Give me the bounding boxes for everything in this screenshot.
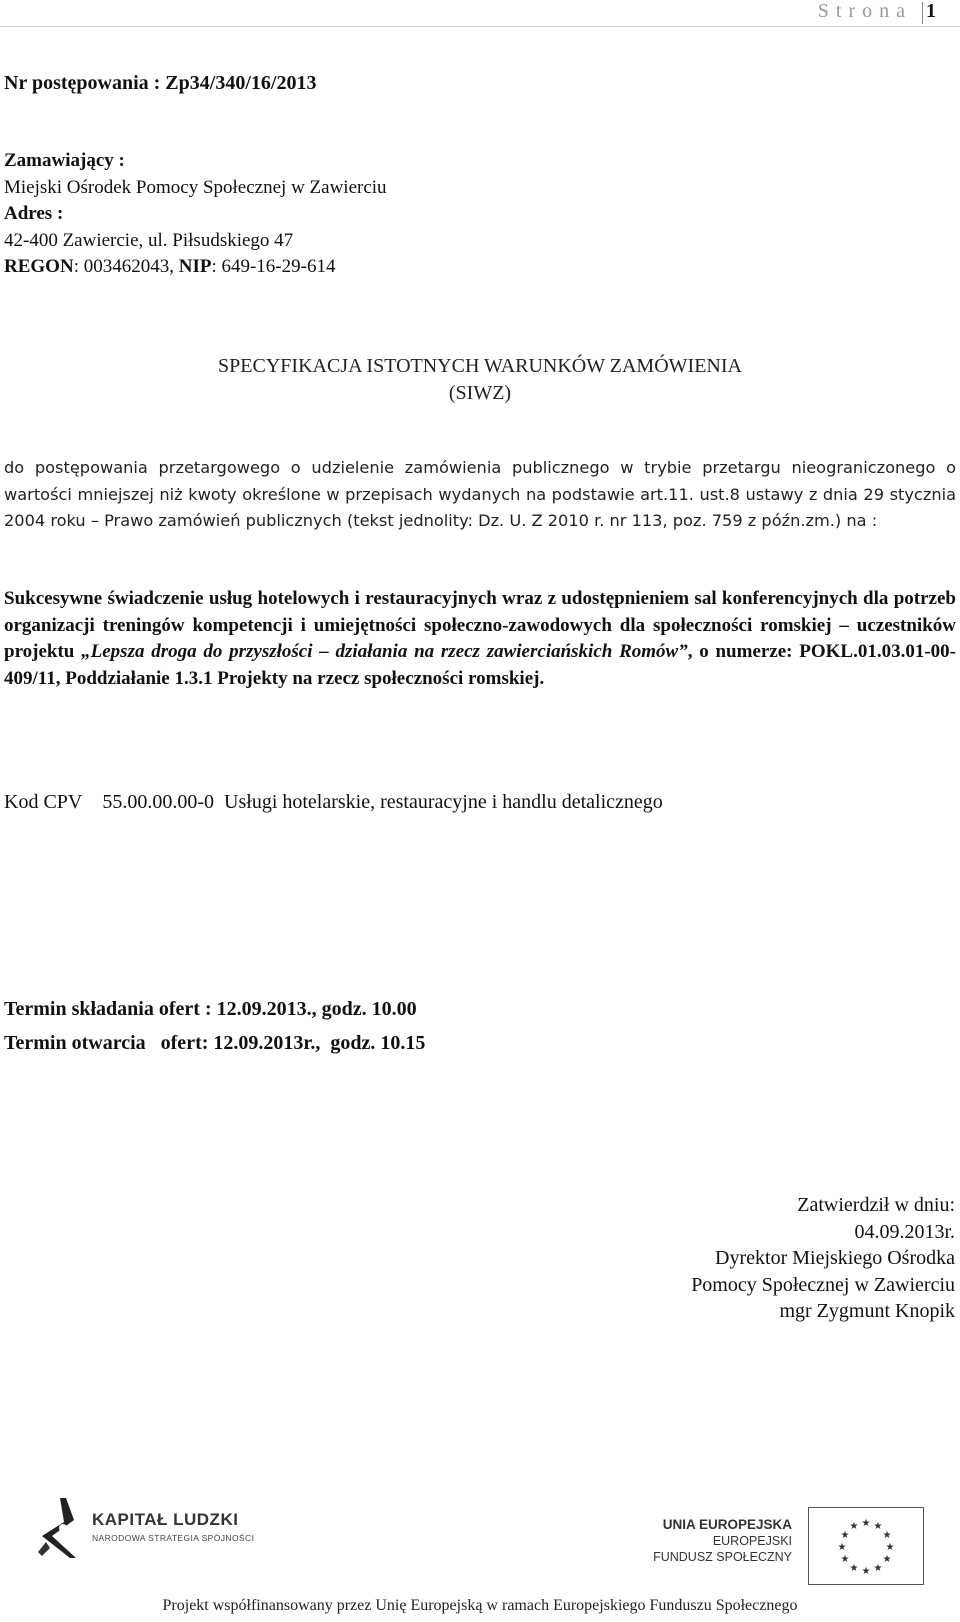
svg-text:★: ★: [873, 1521, 883, 1532]
nip-label: NIP: [178, 256, 212, 277]
title-line-2: (SIWZ): [448, 382, 512, 404]
contracting-name: Miejski Ośrodek Pomocy Społecznej w Zawierciu: [4, 176, 387, 198]
order-subject: [4, 586, 956, 692]
logo-left-title: KAPITAŁ LUDZKI: [92, 1510, 239, 1529]
cpv-line: [4, 789, 663, 816]
svg-text:★: ★: [882, 1530, 892, 1541]
header-divider: [922, 2, 923, 24]
svg-text:★: ★: [840, 1530, 850, 1541]
eu-logo-text: [653, 1516, 792, 1565]
eu-line-1: UNIA EUROPEJSKA: [662, 1517, 792, 1532]
contracting-label: Zamawiający :: [4, 150, 125, 171]
regon-value: : 003462043,: [73, 256, 179, 277]
opening-deadline: Termin otwarcia ofert: 12.09.2013r., godz. 10.15: [4, 1032, 426, 1054]
page-number: 1: [926, 0, 936, 22]
subject-part-1: Sukcesywne świadczenie usług hotelowych i restauracyjnych wraz z udostępnieniem sal konferencyjnych dla potrzeb organizacji treningów kompetencji i umiejętności społeczno-zawodowych dla społeczności romskiej – uczestników projektu: [4, 588, 956, 662]
subject-part-2: , o numerze: POKL.01.03.01-00-409/11, Poddziałanie 1.3.1 Projekty na rzecz społeczności romskiej.: [4, 641, 956, 689]
document-title: [0, 353, 960, 407]
approval-line-1: Zatwierdził w dniu:: [797, 1194, 955, 1216]
svg-text:★: ★: [873, 1563, 883, 1574]
approval-line-4: Pomocy Społecznej w Zawierciu: [691, 1273, 955, 1296]
intro-paragraph: do postępowania przetargowego o udzielenie zamówienia publicznego w trybie przetargu nieograniczonego o wartości mniejszej niż kwoty określone w przepisach wydanych na podstawie art.11. ust.8 ustawy z dnia 29 stycznia 2004 roku – Prawo zamówień publicznych (tekst jednolity: Dz. U. Z 2010 r. nr 113, poz. 759 z późn.zm.) na :: [4, 458, 956, 530]
submission-label: Termin składania ofert: [4, 998, 200, 1020]
address-label: Adres :: [4, 203, 64, 224]
kapital-ludzki-logo: [30, 1496, 290, 1562]
svg-text:★: ★: [840, 1554, 850, 1565]
page-header: [0, 0, 960, 27]
address-value: 42-400 Zawiercie, ul. Piłsudskiego 47: [4, 229, 294, 251]
cpv-code: 55.00.00.00-0: [102, 791, 215, 813]
approver-name: mgr Zygmunt Knopik: [779, 1300, 955, 1322]
eu-flag: [808, 1507, 924, 1585]
eu-stars-icon: [809, 1508, 923, 1584]
svg-text:★: ★: [837, 1542, 847, 1553]
svg-text:★: ★: [849, 1521, 859, 1532]
contracting-party-block: [4, 148, 387, 281]
eu-line-3: FUNDUSZ SPOŁECZNY: [653, 1550, 792, 1564]
svg-text:★: ★: [882, 1554, 892, 1565]
logo-left-subtitle: NARODOWA STRATEGIA SPÓJNOŚCI: [92, 1533, 255, 1543]
approval-block: [691, 1192, 955, 1325]
cpv-description: Usługi hotelarskie, restauracyjne i handlu detalicznego: [224, 791, 663, 813]
svg-text:★: ★: [861, 1518, 871, 1529]
approval-line-3: Dyrektor Miejskiego Ośrodka: [715, 1247, 955, 1269]
submission-value: : 12.09.2013., godz. 10.00: [204, 998, 417, 1020]
submission-deadline: [4, 996, 417, 1023]
svg-text:★: ★: [885, 1542, 895, 1553]
regon-nip-line: [4, 254, 387, 281]
regon-label: REGON: [4, 256, 74, 277]
cpv-label: Kod CPV: [4, 791, 83, 813]
title-line-1: SPECYFIKACJA ISTOTNYCH WARUNKÓW ZAMÓWIENIA: [218, 355, 742, 377]
human-capital-emblem-icon: [30, 1496, 86, 1562]
svg-text:★: ★: [861, 1566, 871, 1577]
approval-date: 04.09.2013r.: [854, 1220, 955, 1243]
case-number: Nr postępowania : Zp34/340/16/2013: [4, 72, 317, 94]
page-footer: Projekt współfinansowany przez Unię Europejską w ramach Europejskiego Funduszu Społecznego: [162, 1597, 798, 1614]
project-name: „Lepsza droga do przyszłości – działania na rzecz zawierciańskich Romów”: [81, 641, 688, 662]
svg-text:★: ★: [849, 1563, 859, 1574]
nip-value: : 649-16-29-614: [211, 256, 336, 277]
eu-line-2: EUROPEJSKI: [712, 1534, 792, 1548]
page-label: Strona: [817, 0, 912, 22]
